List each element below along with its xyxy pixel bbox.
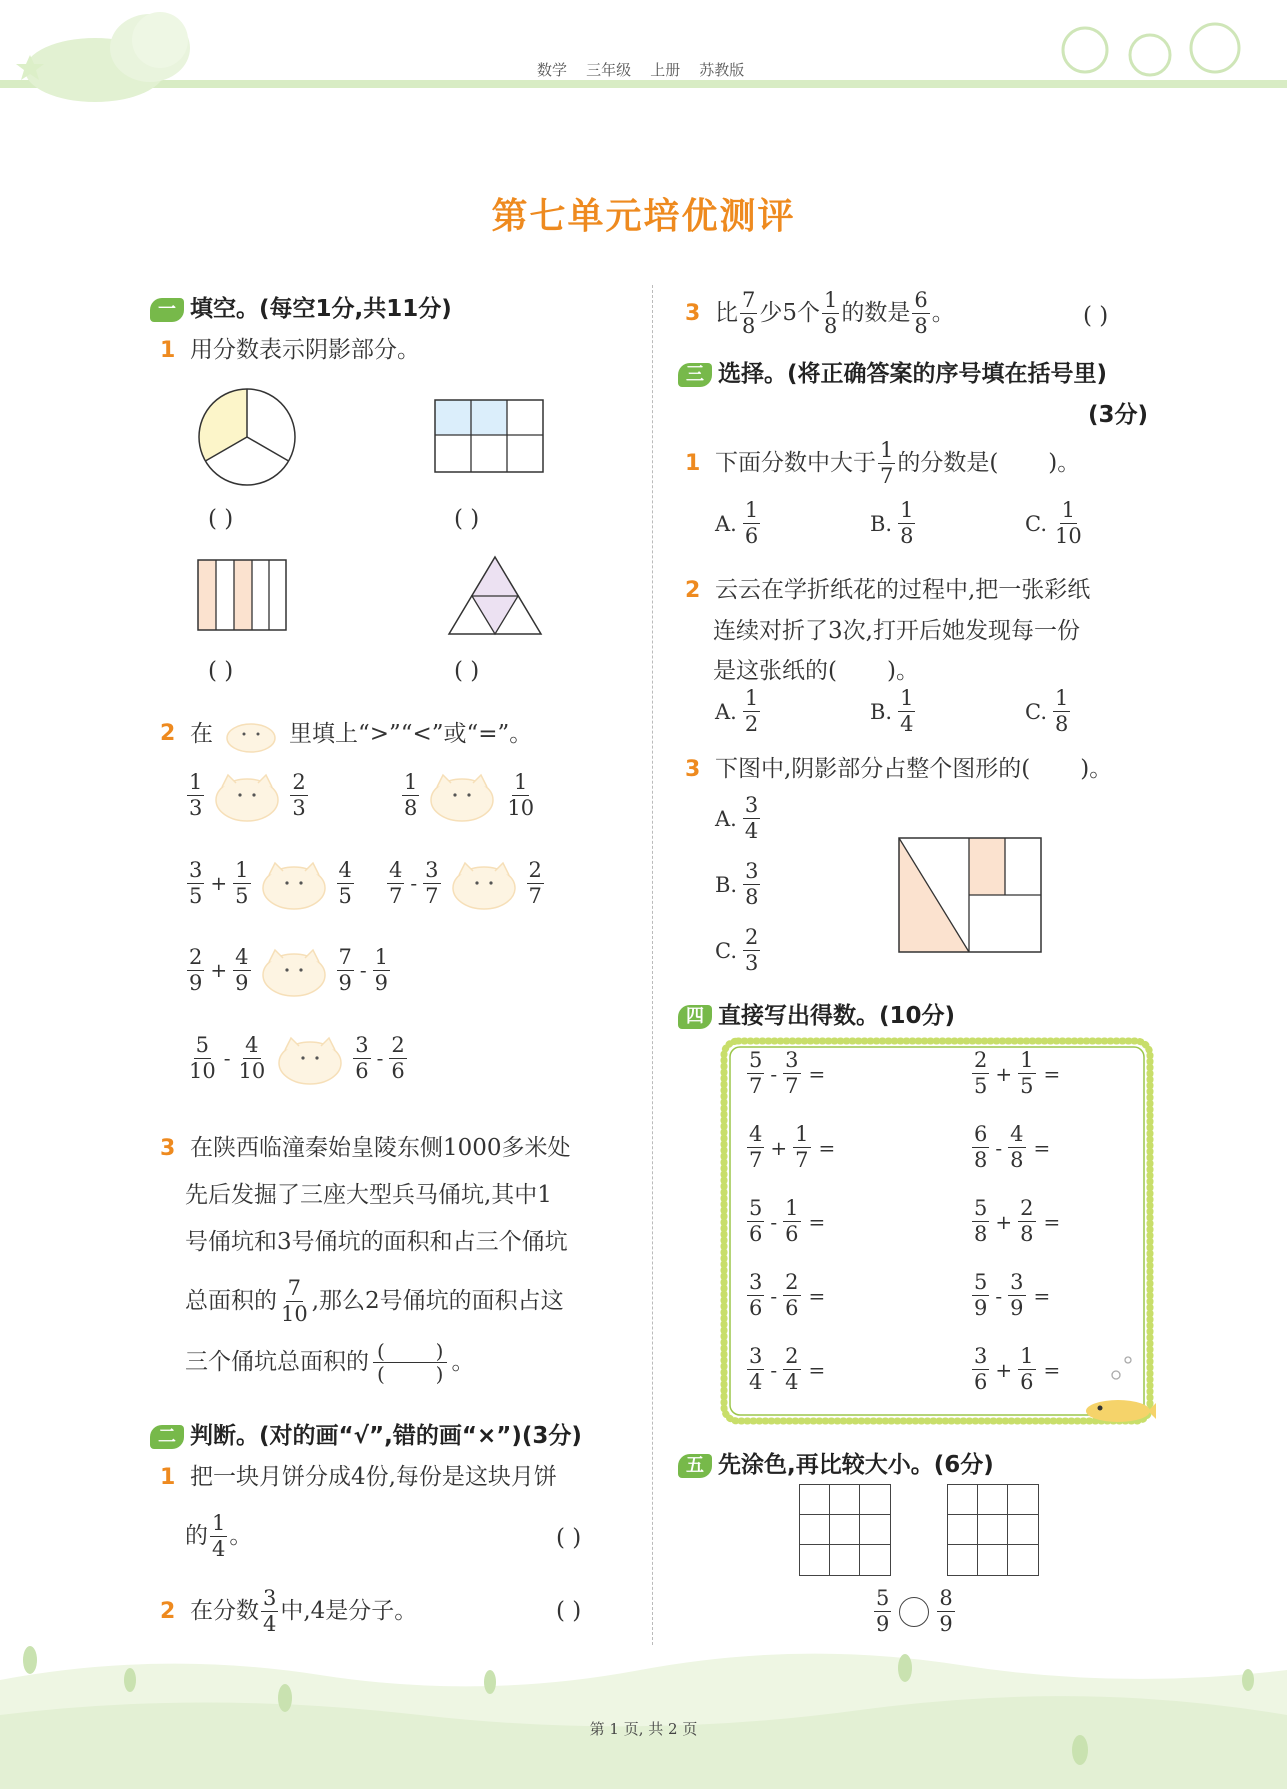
fraction: $\frac{1}{10}$ <box>507 769 535 820</box>
option-a[interactable]: A. $\frac{1}{2}$ <box>715 686 759 736</box>
fraction: $\frac{3}{6}$ <box>974 1344 988 1394</box>
term: 上册 <box>650 61 681 79</box>
section3-title: 选择。(将正确答案的序号填在括号里) <box>718 361 1108 387</box>
fraction: $\frac{1}{8}$ <box>404 769 418 820</box>
fraction: $\frac{2}{4}$ <box>785 1344 799 1394</box>
edition: 苏教版 <box>699 61 745 79</box>
fraction: $\frac{3}{6}$ <box>355 1032 369 1083</box>
fraction: $\frac{4}{8}$ <box>1010 1122 1024 1172</box>
footer-landscape <box>0 1620 1287 1789</box>
calc-equation[interactable]: $\frac{6}{8}$ - $\frac{4}{8}$ = <box>974 1122 1051 1172</box>
s2-q1 <box>160 1466 557 1489</box>
compare-row: $\frac{5}{10}$ - $\frac{4}{10}$ $\frac{3}{6}$ - $\frac{2}{6}$ <box>185 1028 409 1088</box>
calc-equation[interactable]: $\frac{4}{7}$ + $\frac{1}{7}$ = <box>749 1122 836 1172</box>
compare-area <box>185 765 625 1105</box>
option-b[interactable]: B. $\frac{1}{8}$ <box>870 498 914 548</box>
fraction: $\frac{5}{8}$ <box>974 1196 988 1246</box>
fraction: $\frac{2}{8}$ <box>1020 1196 1034 1246</box>
q3-line3: 号俑坑和3号俑坑的面积和占三个俑坑 <box>185 1229 568 1255</box>
cat-face-icon <box>221 714 281 754</box>
q-number: 2 <box>160 721 176 746</box>
calc-equation[interactable]: $\frac{5}{6}$ - $\frac{1}{6}$ = <box>749 1196 826 1246</box>
fraction: $\frac{1}{6}$ <box>1020 1344 1034 1394</box>
fraction: $\frac{4}{5}$ <box>338 857 352 908</box>
section3-heading <box>678 355 1107 388</box>
fraction: $\frac{3}{4}$ <box>744 793 759 843</box>
section1-tag: 一 <box>150 298 184 322</box>
figure-circle <box>195 385 300 490</box>
cat-face-icon[interactable] <box>259 853 329 913</box>
fraction: $\frac{5}{9}$ <box>876 1586 890 1636</box>
s2-q1-blank[interactable]: ( ) <box>556 1525 582 1551</box>
q-number: 2 <box>160 1598 176 1624</box>
compare-row <box>400 765 538 825</box>
grid-b[interactable] <box>947 1484 1039 1576</box>
q-number: 1 <box>160 1465 176 1490</box>
compare-row: $\frac{4}{7}$ - $\frac{3}{7}$ $\frac{2}{7}$ <box>385 853 546 913</box>
fraction: $\frac{1}{8}$ <box>900 498 914 548</box>
fraction: $\frac{4}{7}$ <box>749 1122 763 1172</box>
fraction: $\frac{1}{3}$ <box>189 769 203 820</box>
fraction: $\frac{1}{2}$ <box>744 686 759 736</box>
fraction: $\frac{1}{4}$ <box>900 686 914 736</box>
q-number: 3 <box>685 757 701 782</box>
fraction: $\frac{2}{6}$ <box>391 1032 405 1083</box>
fraction: $\frac{1}{6}$ <box>744 498 759 548</box>
fraction: $\frac{1}{8}$ <box>1055 686 1069 736</box>
section4-tag: 四 <box>678 1005 712 1029</box>
fraction: $\frac{7}{8}$ <box>741 288 756 338</box>
calc-equations <box>745 1050 1125 1410</box>
section5-tag: 五 <box>678 1454 712 1478</box>
q-number: 3 <box>160 1136 176 1161</box>
compare-row: $\frac{2}{9}$ + $\frac{4}{9}$ $\frac{7}{9}$ - $\frac{1}{9}$ <box>185 940 392 1000</box>
s1-q3 <box>160 1125 570 1386</box>
blank-fig3[interactable]: ( ) <box>208 658 234 684</box>
s2-q3: 3 比 $\frac{7}{8}$ 少5个 $\frac{1}{8}$ 的数是 $\frac{6}{8}$ 。 <box>685 288 955 338</box>
cat-face-icon[interactable] <box>427 765 497 825</box>
q-text: 用分数表示阴影部分。 <box>189 337 420 363</box>
fraction: $\frac{4}{9}$ <box>235 944 249 995</box>
compare-row: $\frac{3}{5}$ + $\frac{1}{5}$ $\frac{4}{5}$ <box>185 853 356 913</box>
calc-equation[interactable]: $\frac{5}{8}$ + $\frac{2}{8}$ = <box>974 1196 1061 1246</box>
q-number: 2 <box>685 578 701 603</box>
blank-fig2[interactable]: ( ) <box>454 506 480 532</box>
fraction: $\frac{5}{9}$ <box>974 1270 988 1320</box>
fraction: $\frac{2}{9}$ <box>189 944 203 995</box>
fraction: $\frac{7}{10}$ <box>281 1276 308 1326</box>
q-number: 3 <box>685 300 701 326</box>
fraction: $\frac{1}{7}$ <box>879 438 894 488</box>
compare-row <box>185 765 310 825</box>
s2-q2: 2 在分数 $\frac{3}{4}$ 中,4是分子。 <box>160 1586 418 1636</box>
blank-fig1[interactable]: ( ) <box>208 506 234 532</box>
calc-equation[interactable]: $\frac{3}{4}$ - $\frac{2}{4}$ = <box>749 1344 826 1394</box>
fraction: $\frac{3}{5}$ <box>189 857 203 908</box>
header-subject <box>537 59 744 80</box>
fraction: $\frac{2}{5}$ <box>974 1048 988 1098</box>
answer-fraction-blank[interactable]: ( ) ( ) <box>373 1340 447 1385</box>
fraction: $\frac{3}{8}$ <box>745 859 759 909</box>
s3-q2: 2 云云在学折纸花的过程中,把一张彩纸 连续对折了3次,打开后她发现每一份 是这张纸的( )。 <box>685 577 1091 684</box>
header-decoration <box>0 0 1287 110</box>
s3-q1: 1 下面分数中大于 $\frac{1}{7}$ 的分数是( )。 <box>685 438 1081 488</box>
q3-line2: 先后发掘了三座大型兵马俑坑,其中1 <box>185 1182 552 1208</box>
calc-equation[interactable]: $\frac{2}{5}$ + $\frac{1}{5}$ = <box>974 1048 1061 1098</box>
s2-q1-line2: 的 $\frac{1}{4}$ 。 <box>185 1511 253 1561</box>
fraction: $\frac{1}{5}$ <box>235 857 249 908</box>
section2-heading <box>150 1417 582 1450</box>
s2q1-line1: 把一块月饼分成4份,每份是这块月饼 <box>189 1464 557 1490</box>
s3-q3: 3 下图中,阴影部分占整个图形的( )。 <box>685 756 1113 782</box>
fraction: $\frac{3}{6}$ <box>749 1270 763 1320</box>
q3-line4a: 总面积的 <box>185 1288 277 1314</box>
section4-heading <box>678 997 955 1030</box>
q-text-pre: 在 <box>189 720 213 747</box>
figure-rect-6 <box>433 398 545 476</box>
column-divider <box>652 285 653 1645</box>
fraction: $\frac{1}{5}$ <box>1020 1048 1034 1098</box>
s3q2-line2: 连续对折了3次,打开后她发现每一份 <box>713 618 1080 644</box>
section2-tag: 二 <box>150 1425 184 1449</box>
option-a[interactable]: A. $\frac{3}{4}$ <box>715 793 759 843</box>
fraction: $\frac{6}{8}$ <box>974 1122 988 1172</box>
fraction: $\frac{1}{6}$ <box>785 1196 799 1246</box>
blank-fig4[interactable]: ( ) <box>454 658 480 684</box>
grade: 三年级 <box>586 61 632 79</box>
calc-equation[interactable]: $\frac{3}{6}$ - $\frac{2}{6}$ = <box>749 1270 826 1320</box>
option-b[interactable]: B. $\frac{3}{8}$ <box>715 859 759 909</box>
subject: 数学 <box>537 61 568 79</box>
option-c[interactable]: C. $\frac{2}{3}$ <box>715 925 759 975</box>
section1-heading <box>150 290 452 323</box>
fraction: $\frac{1}{10}$ <box>1055 498 1082 548</box>
q3-end: 。 <box>451 1349 475 1375</box>
fraction: $\frac{2}{3}$ <box>745 925 759 975</box>
fraction: $\frac{2}{3}$ <box>292 769 306 820</box>
fraction: $\frac{3}{4}$ <box>749 1344 763 1394</box>
fraction: $\frac{6}{8}$ <box>914 288 928 338</box>
calc-equation[interactable]: $\frac{5}{9}$ - $\frac{3}{9}$ = <box>974 1270 1051 1320</box>
figure-triangle <box>446 553 544 637</box>
page-title: 第七单元培优测评 <box>491 196 796 237</box>
fraction: $\frac{2}{7}$ <box>528 857 542 908</box>
q3-line1: 在陕西临潼秦始皇陵东侧1000多米处 <box>189 1135 571 1161</box>
fraction: $\frac{3}{9}$ <box>1010 1270 1024 1320</box>
fraction: $\frac{2}{6}$ <box>785 1270 799 1320</box>
q-text-post: 里填上“>”“<”或“=”。 <box>288 720 533 747</box>
figure-strips <box>196 558 288 632</box>
fraction: $\frac{8}{9}$ <box>939 1586 953 1636</box>
section3-tag: 三 <box>678 363 712 387</box>
fraction: $\frac{1}{9}$ <box>374 944 389 995</box>
fraction: $\frac{1}{7}$ <box>795 1122 809 1172</box>
fraction: $\frac{5}{10}$ <box>189 1032 216 1083</box>
fraction: $\frac{7}{9}$ <box>338 944 352 995</box>
section1-title: 填空。(每空1分,共11分) <box>190 296 452 322</box>
cat-face-icon[interactable] <box>259 940 329 1000</box>
s1-q2 <box>160 714 532 754</box>
option-c[interactable]: C. $\frac{1}{8}$ <box>1025 686 1069 736</box>
section5-title: 先涂色,再比较大小。(6分) <box>718 1452 994 1478</box>
section3-score: (3分) <box>1088 402 1149 428</box>
q-number: 1 <box>685 450 701 476</box>
q3-line5: 三个俑坑总面积的 <box>185 1349 369 1375</box>
fraction: $\frac{4}{10}$ <box>238 1032 266 1083</box>
option-c[interactable]: C. $\frac{1}{10}$ <box>1025 498 1082 548</box>
section2-title: 判断。(对的画“√”,错的画“×”)(3分) <box>190 1423 582 1449</box>
fraction: $\frac{1}{4}$ <box>212 1511 226 1561</box>
option-a[interactable]: A. $\frac{1}{6}$ <box>715 498 759 548</box>
cat-face-icon[interactable] <box>275 1028 345 1088</box>
cat-face-icon[interactable] <box>212 765 282 825</box>
fraction: $\frac{4}{7}$ <box>389 857 403 908</box>
section5-heading <box>678 1446 994 1479</box>
q-number: 1 <box>160 338 176 363</box>
s2-q3-blank[interactable]: ( ) <box>1083 303 1109 329</box>
fraction: $\frac{1}{8}$ <box>823 288 838 338</box>
figure-composite-square <box>897 836 1043 954</box>
fraction: $\frac{3}{4}$ <box>262 1586 277 1636</box>
q3-line4b: ,那么2号俑坑的面积占这 <box>311 1288 564 1314</box>
fraction: $\frac{3}{7}$ <box>785 1048 799 1098</box>
fraction: $\frac{3}{7}$ <box>425 857 439 908</box>
s1-q1 <box>160 339 420 362</box>
grid-a[interactable] <box>799 1484 891 1576</box>
option-b[interactable]: B. $\frac{1}{4}$ <box>870 686 914 736</box>
s2-q2-blank[interactable]: ( ) <box>556 1598 582 1624</box>
footer-page: 第 1 页, 共 2 页 <box>589 1720 698 1738</box>
cat-face-icon[interactable] <box>449 853 519 913</box>
calc-equation[interactable]: $\frac{3}{6}$ + $\frac{1}{6}$ = <box>974 1344 1061 1394</box>
fraction: $\frac{5}{6}$ <box>749 1196 763 1246</box>
section4-title: 直接写出得数。(10分) <box>718 1003 956 1029</box>
calc-equation[interactable]: $\frac{5}{7}$ - $\frac{3}{7}$ = <box>749 1048 826 1098</box>
fraction: $\frac{5}{7}$ <box>749 1048 763 1098</box>
